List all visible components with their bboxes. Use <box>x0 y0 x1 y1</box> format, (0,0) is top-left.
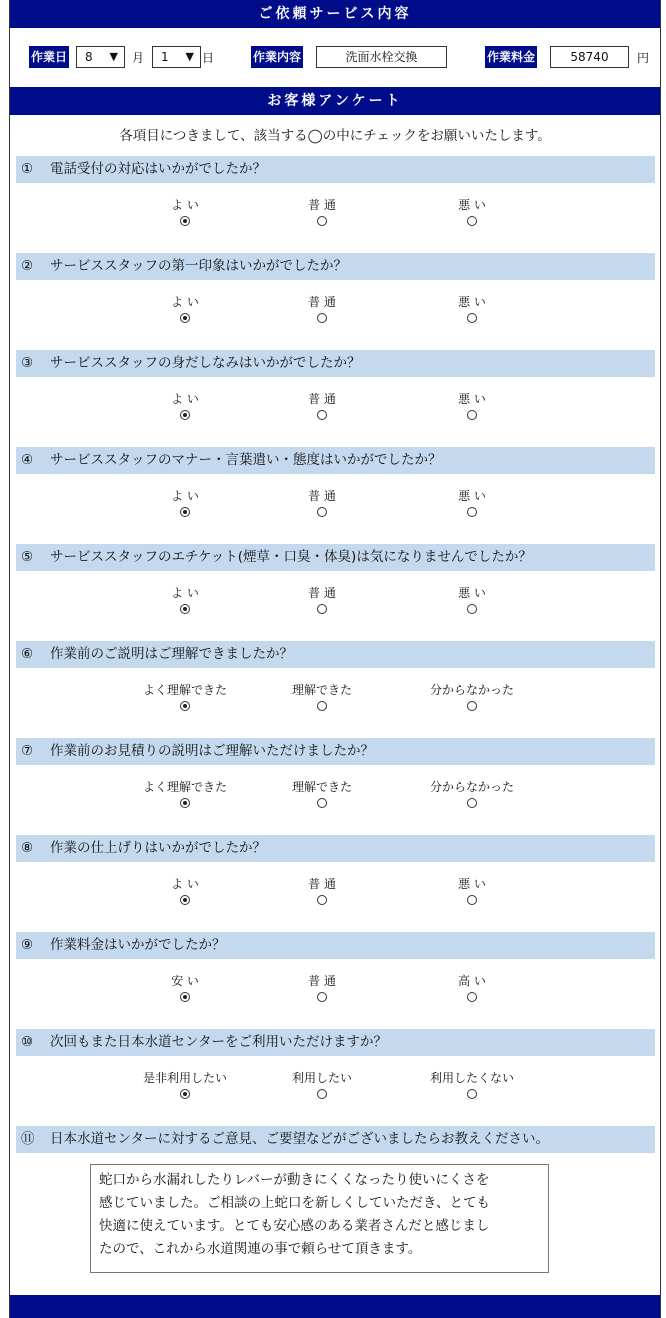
radio-button[interactable] <box>467 992 477 1002</box>
option-label: 普 通 <box>308 198 336 212</box>
radio-button[interactable] <box>467 604 477 614</box>
question-number: ⑩ <box>21 1034 34 1050</box>
radio-button[interactable] <box>467 701 477 711</box>
answer-option <box>417 682 527 711</box>
question-number: ⑥ <box>21 646 34 662</box>
radio-button[interactable] <box>180 1089 190 1099</box>
answer-option <box>417 779 527 808</box>
question-3 <box>16 350 655 377</box>
answer-option <box>267 876 377 905</box>
radio-button[interactable] <box>467 507 477 517</box>
answer-option <box>267 391 377 420</box>
question-4 <box>16 447 655 474</box>
answer-option <box>130 682 240 711</box>
radio-button[interactable] <box>180 604 190 614</box>
question-10 <box>16 1029 655 1056</box>
option-label: 悪 い <box>458 198 486 212</box>
option-label: 普 通 <box>308 877 336 891</box>
option-label: 分からなかった <box>429 683 514 697</box>
option-label: 悪 い <box>458 392 486 406</box>
fee-unit: 円 <box>637 51 650 65</box>
option-label: 安 い <box>171 974 199 988</box>
option-label: 利用したい <box>291 1071 352 1085</box>
work-date-label: 作業日 <box>29 46 69 68</box>
answer-option <box>267 682 377 711</box>
answer-option <box>130 876 240 905</box>
answer-option <box>267 197 377 226</box>
question-number: ⑧ <box>21 840 34 856</box>
option-label: よ い <box>171 489 199 503</box>
question-text: 作業前のご説明はご理解できましたか？ <box>50 646 293 662</box>
question-number: ① <box>21 161 34 177</box>
survey-instruction: 各項目につきまして、該当する◯の中にチェックをお願いいたします。 <box>119 128 551 144</box>
work-fee-label: 作業料金 <box>485 46 537 68</box>
answer-option <box>130 391 240 420</box>
answer-option <box>417 876 527 905</box>
radio-button[interactable] <box>180 507 190 517</box>
question-6 <box>16 641 655 668</box>
dropdown-arrow-icon: ▼ <box>185 50 194 63</box>
work-content-label: 作業内容 <box>251 46 303 68</box>
option-label: よ い <box>171 295 199 309</box>
question-text: 作業前のお見積りの説明はご理解いただけましたか？ <box>50 743 374 759</box>
radio-button[interactable] <box>317 507 327 517</box>
question-text: 作業の仕上げりはいかがでしたか？ <box>50 840 266 856</box>
radio-button[interactable] <box>180 992 190 1002</box>
radio-button[interactable] <box>317 798 327 808</box>
question-5 <box>16 544 655 571</box>
radio-button[interactable] <box>317 701 327 711</box>
question-text: 次回もまた日本水道センターをご利用いただけますか？ <box>50 1034 387 1050</box>
answer-option <box>417 488 527 517</box>
question-text: 作業料金はいかがでしたか？ <box>50 937 226 953</box>
comment-textarea[interactable] <box>90 1164 549 1273</box>
option-label: 利用したくない <box>429 1071 514 1085</box>
radio-button[interactable] <box>317 216 327 226</box>
radio-button[interactable] <box>180 313 190 323</box>
day-select[interactable] <box>152 46 201 68</box>
radio-button[interactable] <box>467 216 477 226</box>
radio-button[interactable] <box>180 895 190 905</box>
option-label: 普 通 <box>308 586 336 600</box>
option-label: よ い <box>171 198 199 212</box>
option-label: よ い <box>171 877 199 891</box>
question-1 <box>16 156 655 183</box>
survey-header: お客様アンケート <box>10 87 660 115</box>
radio-button[interactable] <box>467 313 477 323</box>
question-7 <box>16 738 655 765</box>
radio-button[interactable] <box>467 798 477 808</box>
option-label: 悪 い <box>458 877 486 891</box>
month-select[interactable] <box>76 46 125 68</box>
question-9 <box>16 932 655 959</box>
question-text: サービススタッフの身だしなみはいかがでしたか？ <box>50 355 361 371</box>
option-label: 悪 い <box>458 295 486 309</box>
option-label: 普 通 <box>308 392 336 406</box>
option-label: よ い <box>171 586 199 600</box>
option-label: 普 通 <box>308 974 336 988</box>
radio-button[interactable] <box>317 1089 327 1099</box>
comment-line: 蛇口から水漏れしたりレバーが動きにくくなったり使いにくさを <box>99 1172 490 1188</box>
answer-option <box>267 488 377 517</box>
option-label: 理解できた <box>291 780 352 794</box>
option-label: 悪 い <box>458 586 486 600</box>
work-content-field[interactable]: 洗面水栓交換 <box>316 46 447 68</box>
radio-button[interactable] <box>467 1089 477 1099</box>
option-label: 高 い <box>458 974 486 988</box>
radio-button[interactable] <box>317 410 327 420</box>
answer-option <box>130 1070 240 1099</box>
option-label: 理解できた <box>291 683 352 697</box>
option-label: 普 通 <box>308 295 336 309</box>
answer-option <box>417 1070 527 1099</box>
question-2 <box>16 253 655 280</box>
answer-option <box>130 973 240 1002</box>
option-label: よく理解できた <box>142 780 227 794</box>
question-text: サービススタッフの第一印象はいかがでしたか？ <box>50 258 347 274</box>
radio-button[interactable] <box>180 410 190 420</box>
answer-option <box>267 294 377 323</box>
option-label: 是非利用したい <box>142 1071 227 1085</box>
answer-option <box>130 488 240 517</box>
service-header: ご依頼サービス内容 <box>10 0 660 28</box>
option-label: よ い <box>171 392 199 406</box>
option-label: 分からなかった <box>429 780 514 794</box>
day-value: 1 <box>161 50 169 64</box>
question-number: ⑪ <box>21 1131 35 1147</box>
survey-form <box>9 0 661 1318</box>
option-label: よく理解できた <box>142 683 227 697</box>
radio-button[interactable] <box>180 216 190 226</box>
answer-option <box>130 197 240 226</box>
option-label: 悪 い <box>458 489 486 503</box>
answer-option <box>417 391 527 420</box>
comment-line: 快適に使えています。とても安心感のある業者さんだと感じまし <box>99 1218 490 1234</box>
question-number: ③ <box>21 355 34 371</box>
month-value: 8 <box>85 50 93 64</box>
comment-line: たので、これから水道関連の事で頼らせて頂きます。 <box>99 1241 422 1257</box>
question-text: サービススタッフのマナー・言葉遣い・態度はいかがでしたか？ <box>50 452 442 468</box>
question-number: ② <box>21 258 34 274</box>
answer-option <box>130 585 240 614</box>
question-8 <box>16 835 655 862</box>
question-text: 日本水道センターに対するご意見、ご要望などがございましたらお教えください。 <box>50 1131 549 1147</box>
question-text: サービススタッフのエチケット(煙草・口臭・体臭)は気になりませんでしたか？ <box>50 549 532 565</box>
radio-button[interactable] <box>317 992 327 1002</box>
question-number: ⑤ <box>21 549 34 565</box>
answer-option <box>417 294 527 323</box>
answer-option <box>267 585 377 614</box>
answer-option <box>267 973 377 1002</box>
question-text: 電話受付の対応はいかがでしたか？ <box>50 161 266 177</box>
answer-option <box>417 197 527 226</box>
question-11 <box>16 1126 655 1153</box>
answer-option <box>130 779 240 808</box>
question-number: ④ <box>21 452 34 468</box>
question-number: ⑦ <box>21 743 34 759</box>
radio-button[interactable] <box>467 410 477 420</box>
answer-option <box>267 1070 377 1099</box>
answer-option <box>417 973 527 1002</box>
radio-button[interactable] <box>317 895 327 905</box>
answer-option <box>267 779 377 808</box>
radio-button[interactable] <box>317 604 327 614</box>
dropdown-arrow-icon: ▼ <box>109 50 118 63</box>
day-unit: 日 <box>202 51 215 65</box>
radio-button[interactable] <box>180 701 190 711</box>
radio-button[interactable] <box>180 798 190 808</box>
footer-bar <box>10 1295 660 1318</box>
radio-button[interactable] <box>467 895 477 905</box>
comment-line: 感じていました。ご相談の上蛇口を新しくしていただき、とても <box>99 1195 490 1211</box>
option-label: 普 通 <box>308 489 336 503</box>
work-fee-field[interactable]: 58740 <box>550 46 629 68</box>
radio-button[interactable] <box>317 313 327 323</box>
month-unit: 月 <box>132 51 145 65</box>
question-number: ⑨ <box>21 937 34 953</box>
answer-option <box>417 585 527 614</box>
answer-option <box>130 294 240 323</box>
